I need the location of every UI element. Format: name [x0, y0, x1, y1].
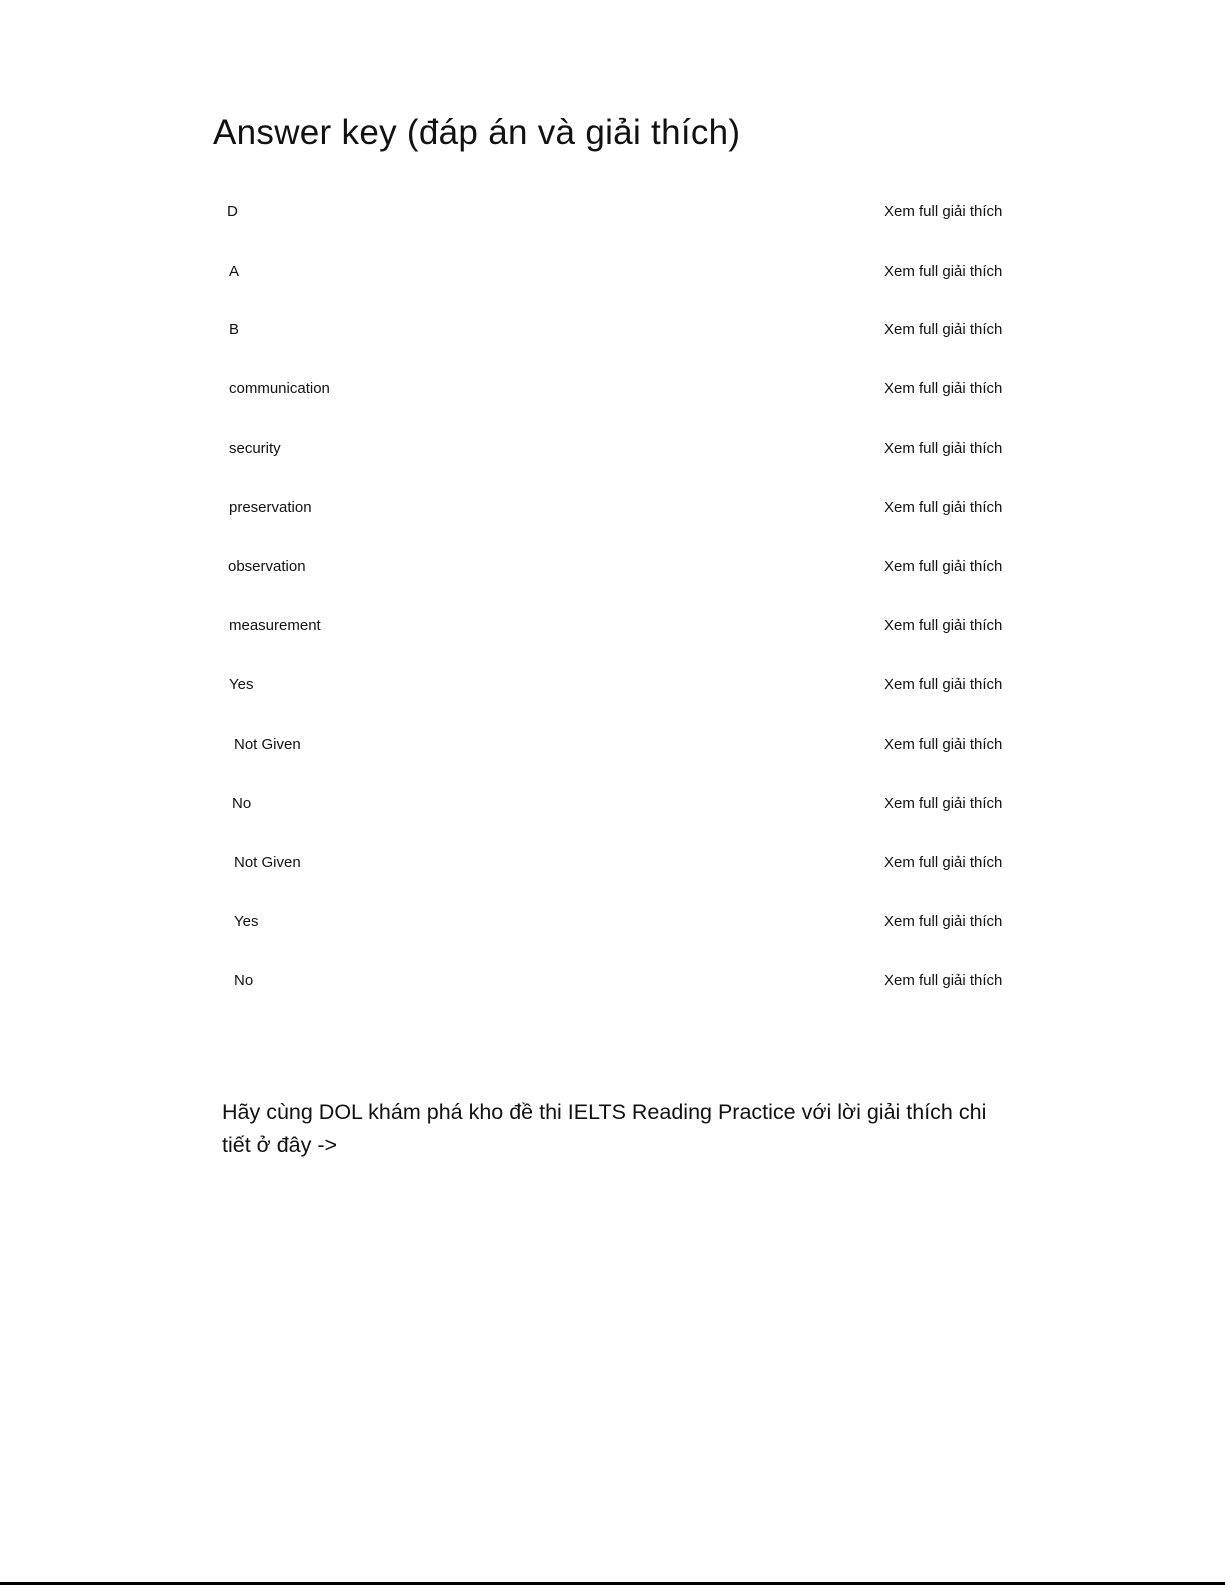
- answer-value: observation: [228, 558, 306, 575]
- view-explanation-link[interactable]: Xem full giải thích: [884, 736, 1003, 753]
- page-title: Answer key (đáp án và giải thích): [213, 113, 741, 152]
- answer-row: [0, 260, 1225, 284]
- answer-value: Not Given: [234, 854, 301, 871]
- answer-value: D: [227, 203, 238, 220]
- answer-value: communication: [229, 380, 330, 397]
- answer-value: Not Given: [234, 736, 301, 753]
- promo-paragraph: [222, 1096, 1002, 1162]
- answer-value: security: [229, 440, 281, 457]
- answer-value: preservation: [229, 499, 312, 516]
- view-explanation-link[interactable]: Xem full giải thích: [884, 203, 1003, 220]
- answer-value: measurement: [229, 617, 321, 634]
- view-explanation-link[interactable]: Xem full giải thích: [884, 617, 1003, 634]
- view-explanation-link[interactable]: Xem full giải thích: [884, 913, 1003, 930]
- answer-row: [0, 496, 1225, 520]
- view-explanation-link[interactable]: Xem full giải thích: [884, 558, 1003, 575]
- view-explanation-link[interactable]: Xem full giải thích: [884, 440, 1003, 457]
- answer-row: [0, 377, 1225, 401]
- view-explanation-link[interactable]: Xem full giải thích: [884, 854, 1003, 871]
- answer-row: [0, 437, 1225, 461]
- answer-value: Yes: [229, 676, 254, 693]
- answer-row: [0, 910, 1225, 934]
- answer-row: [0, 318, 1225, 342]
- view-explanation-link[interactable]: Xem full giải thích: [884, 380, 1003, 397]
- promo-link[interactable]: Hãy cùng DOL khám phá kho đề thi IELTS Reading Practice với lời giải thích chi tiết ở đây ->: [222, 1100, 987, 1157]
- answer-row: [0, 733, 1225, 757]
- answer-row: [0, 555, 1225, 579]
- view-explanation-link[interactable]: Xem full giải thích: [884, 499, 1003, 516]
- view-explanation-link[interactable]: Xem full giải thích: [884, 676, 1003, 693]
- view-explanation-link[interactable]: Xem full giải thích: [884, 263, 1003, 280]
- answer-value: No: [232, 795, 252, 812]
- answer-row: [0, 969, 1225, 993]
- view-explanation-link[interactable]: Xem full giải thích: [884, 972, 1003, 989]
- view-explanation-link[interactable]: Xem full giải thích: [884, 795, 1003, 812]
- view-explanation-link[interactable]: Xem full giải thích: [884, 321, 1003, 338]
- answer-row: [0, 200, 1225, 224]
- answer-value: B: [229, 321, 240, 338]
- answer-value: A: [229, 263, 240, 280]
- answer-row: [0, 614, 1225, 638]
- answer-value: No: [234, 972, 254, 989]
- answer-row: [0, 673, 1225, 697]
- answer-row: [0, 792, 1225, 816]
- answer-value: Yes: [234, 913, 259, 930]
- answer-row: [0, 851, 1225, 875]
